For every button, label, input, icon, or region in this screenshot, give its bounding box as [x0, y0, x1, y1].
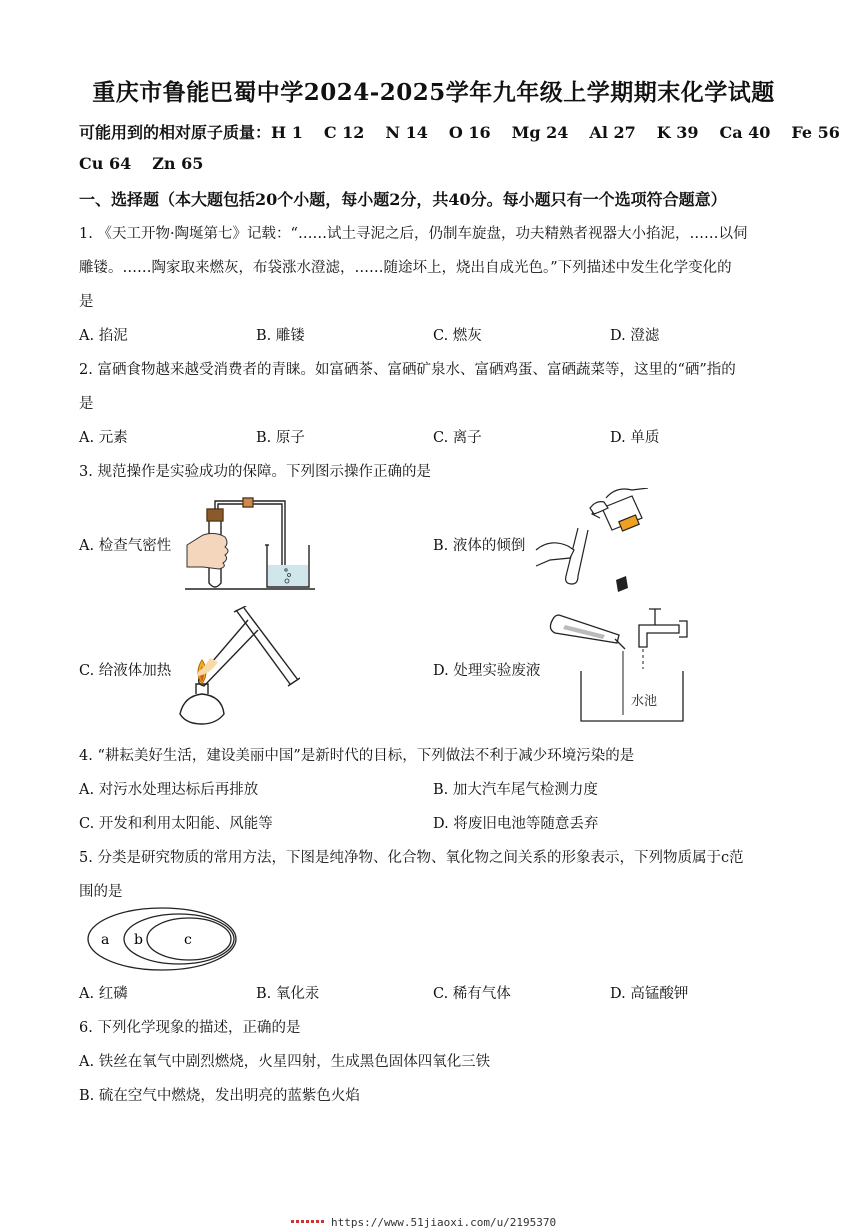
atom-n: N 14 [385, 123, 428, 142]
q6-stem: 6. 下列化学现象的描述，正确的是 [79, 1020, 301, 1036]
q3-stem: 3. 规范操作是实验成功的保障。下列图示操作正确的是 [79, 464, 431, 480]
atom-fe: Fe 56 [791, 123, 840, 142]
label-a: a [101, 932, 110, 948]
q5-option-b: B. 氧化汞 [256, 986, 320, 1002]
q1-options [79, 324, 787, 345]
q2-option-b: B. 原子 [256, 430, 305, 446]
airtightness-check-figure [185, 497, 320, 594]
atom-k: K 39 [656, 123, 699, 142]
atom-mg: Mg 24 [511, 123, 569, 142]
q1-option-c: C. 燃灰 [433, 328, 482, 344]
q2-option-d: D. 单质 [610, 430, 660, 446]
q3-option-c: C. 给液体加热 [79, 663, 172, 679]
q3-option-b: B. 液体的倾倒 [433, 538, 526, 554]
q5-option-c: C. 稀有气体 [433, 986, 511, 1002]
q2-options [79, 426, 787, 447]
q5-option-d: D. 高锰酸钾 [610, 986, 689, 1002]
atomic-mass-line-1 [79, 120, 840, 143]
atom-c: C 12 [323, 123, 365, 142]
q4-options-row-2 [79, 812, 787, 833]
q2-line-2: 是 [79, 396, 94, 412]
label-c: c [184, 932, 192, 948]
q3-option-a: A. 检查气密性 [79, 538, 172, 554]
q5-options [79, 982, 787, 1003]
waste-disposal-figure [545, 603, 695, 728]
ellipse-a [88, 908, 236, 970]
q2-line-1: 2. 富硒食物越来越受消费者的青睐。如富硒茶、富硒矿泉水、富硒鸡蛋、富硒蔬菜等，这里的“硒”指的 [79, 362, 736, 378]
atomic-mass-label: 可能用到的相对原子质量： [79, 123, 272, 142]
atom-ca: Ca 40 [719, 123, 771, 142]
q1-line-3: 是 [79, 294, 94, 310]
q1-line-2: 雕镂。……陶家取来燃灰，布袋涨水澄滤，……随途坏上，烧出自成光色。”下列描述中发生化学变化的 [79, 260, 732, 276]
q4-option-b: B. 加大汽车尾气检测力度 [433, 782, 598, 798]
q5-option-a: A. 红磷 [79, 986, 128, 1002]
q4-option-d: D. 将废旧电池等随意丢弃 [433, 816, 599, 832]
q1-option-b: B. 雕镂 [256, 328, 305, 344]
section-heading: 一、选择题（本大题包括20个小题，每小题2分，共40分。每小题只有一个选项符合题意） [79, 190, 727, 209]
footer-link[interactable]: https://www.51jiaoxi.com/u/2195370 [331, 1216, 557, 1229]
q3-option-d: D. 处理实验废液 [433, 663, 541, 679]
sink-label: 水池 [631, 694, 658, 709]
q4-option-c: C. 开发和利用太阳能、风能等 [79, 816, 273, 832]
atom-h: H 1 [271, 123, 303, 142]
footer-decoration [291, 1220, 325, 1223]
q6-option-b: B. 硫在空气中燃烧，发出明亮的蓝紫色火焰 [79, 1088, 360, 1104]
classification-diagram [85, 904, 240, 974]
q2-option-c: C. 离子 [433, 430, 482, 446]
q5-line-2: 围的是 [79, 884, 123, 900]
q1-option-a: A. 掐泥 [79, 328, 128, 344]
atom-al: Al 27 [589, 123, 636, 142]
q4-stem: 4. “耕耘美好生活，建设美丽中国”是新时代的目标，下列做法不利于减少环境污染的是 [79, 748, 635, 764]
q6-option-a: A. 铁丝在氧气中剧烈燃烧，火星四射，生成黑色固体四氧化三铁 [79, 1054, 491, 1070]
atom-zn: Zn 65 [152, 154, 204, 173]
heating-liquid-figure [170, 606, 300, 731]
q1-line-1: 1. 《天工开物·陶埏第七》记载：“……试土寻泥之后，仍制车旋盘，功夫精熟者视器大小掐泥，……以伺 [79, 226, 748, 242]
q5-line-1: 5. 分类是研究物质的常用方法，下图是纯净物、化合物、氧化物之间关系的形象表示，下列物质属于c范 [79, 850, 744, 866]
q1-option-d: D. 澄滤 [610, 328, 660, 344]
label-b: b [134, 932, 143, 948]
q2-option-a: A. 元素 [79, 430, 128, 446]
page-title: 重庆市鲁能巴蜀中学2024-2025学年九年级上学期期末化学试题 [92, 79, 775, 106]
q4-options-row-1 [79, 778, 787, 799]
atom-o: O 16 [448, 123, 491, 142]
q4-option-a: A. 对污水处理达标后再排放 [79, 782, 259, 798]
footer [291, 1211, 556, 1230]
atom-cu: Cu 64 [79, 154, 132, 173]
atomic-mass-line-2 [79, 154, 224, 173]
liquid-pouring-figure [530, 488, 650, 598]
